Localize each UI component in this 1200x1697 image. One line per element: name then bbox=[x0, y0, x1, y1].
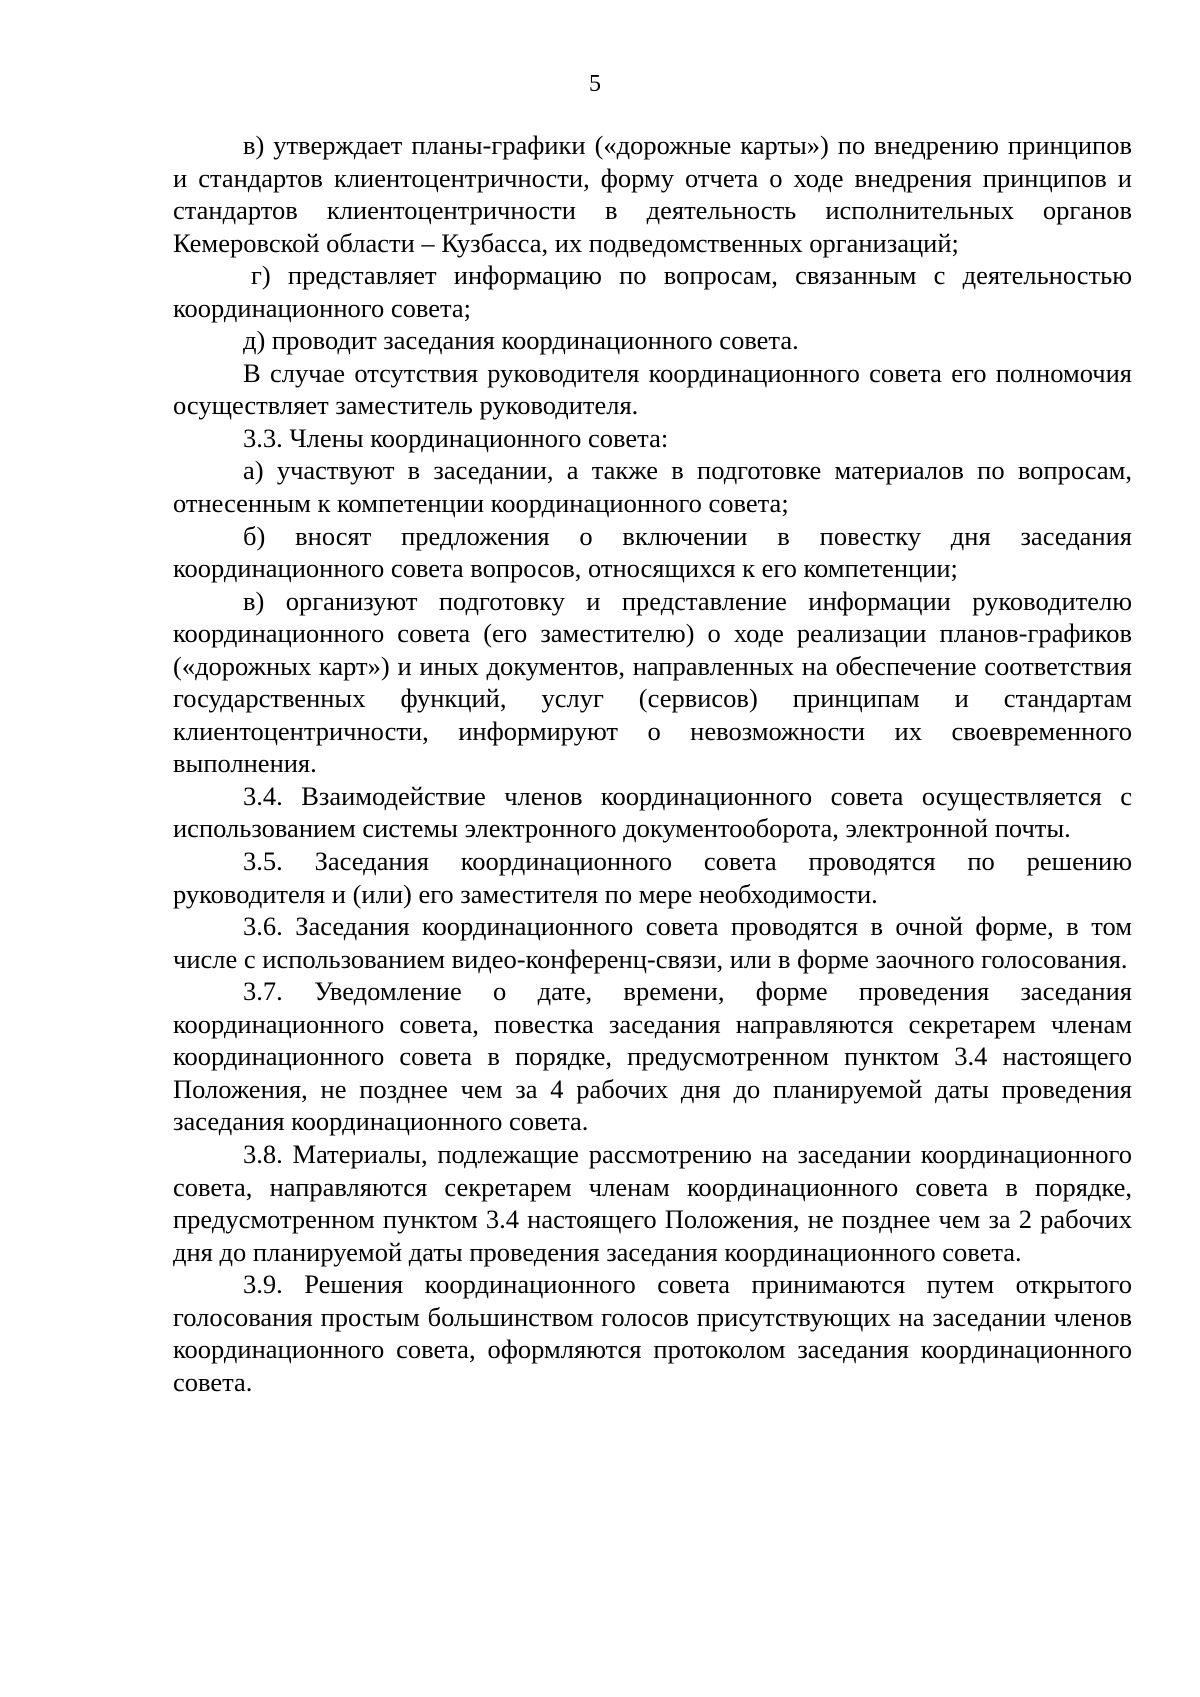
paragraph-3-5: 3.5. Заседания координационного совета проводятся по решению руководителя и (или) его заместителя по мере необходимости. bbox=[173, 846, 1132, 909]
paragraph-3-4: 3.4. Взаимодействие членов координационного совета осуществляется с использованием системы электронного документооборота, электронной почты. bbox=[173, 780, 1132, 844]
paragraph-3-2-g: г) представляет информацию по вопросам, связанным с деятельностью координационного совета; bbox=[173, 260, 1132, 323]
paragraph-3-2-d: д) проводит заседания координационного совета. bbox=[243, 325, 799, 356]
document-body bbox=[173, 129, 1132, 1398]
paragraph-3-7: 3.7. Уведомление о дате, времени, форме проведения заседания координационного совета, повестка заседания направляются секретарем членам координационного совета в порядке, предусмотренном пунктом 3.4 настоящего Положения, не позднее чем за 4 рабочих дня до планируемой даты проведения заседания координационного совета. bbox=[173, 976, 1132, 1137]
paragraph-3-3-a: а) участвуют в заседании, а также в подготовке материалов по вопросам, отнесенным к компетенции координационного совета; bbox=[173, 455, 1132, 519]
page-number: 5 bbox=[589, 71, 601, 97]
paragraph-3-9: 3.9. Решения координационного совета принимаются путем открытого голосования простым большинством голосов присутствующих на заседании членов координационного совета, оформляются протоколом заседания координационного совета. bbox=[173, 1269, 1132, 1397]
paragraph-3-2-v: в) утверждает планы-графики («дорожные карты») по внедрению принципов и стандартов клиентоцентричности, форму отчета о ходе внедрения принципов и стандартов клиентоцентричности в деятельность исполнительных органов Кемеровской области – Кузбасса, их подведомственных организаций; bbox=[173, 130, 1132, 258]
paragraph-3-3: 3.3. Члены координационного совета: bbox=[243, 422, 669, 453]
paragraph-3-3-v: в) организуют подготовку и представление информации руководителю координационного совета (его заместителю) о ходе реализации планов-графиков («дорожных карт») и иных документов, направленных на обеспечение соответствия государственных функций, услуг (сервисов) принципам и стандартам клиентоцентричности, информируют о невозможности их своевременного выполнения. bbox=[173, 585, 1132, 779]
paragraph-3-6: 3.6. Заседания координационного совета проводятся в очной форме, в том числе с использованием видео-конференц-связи, или в форме заочного голосования. bbox=[173, 911, 1132, 974]
paragraph-deputy-authority: В случае отсутствия руководителя координационного совета его полномочия осуществляет заместитель руководителя. bbox=[173, 357, 1132, 421]
paragraph-3-3-b: б) вносят предложения о включении в повестку дня заседания координационного совета вопросов, относящихся к его компетенции; bbox=[173, 520, 1132, 584]
paragraph-3-8: 3.8. Материалы, подлежащие рассмотрению на заседании координационного совета, направляются секретарем членам координационного совета в порядке, предусмотренном пунктом 3.4 настоящего Положения, не позднее чем за 2 рабочих дня до планируемой даты проведения заседания координационного совета. bbox=[173, 1138, 1132, 1267]
